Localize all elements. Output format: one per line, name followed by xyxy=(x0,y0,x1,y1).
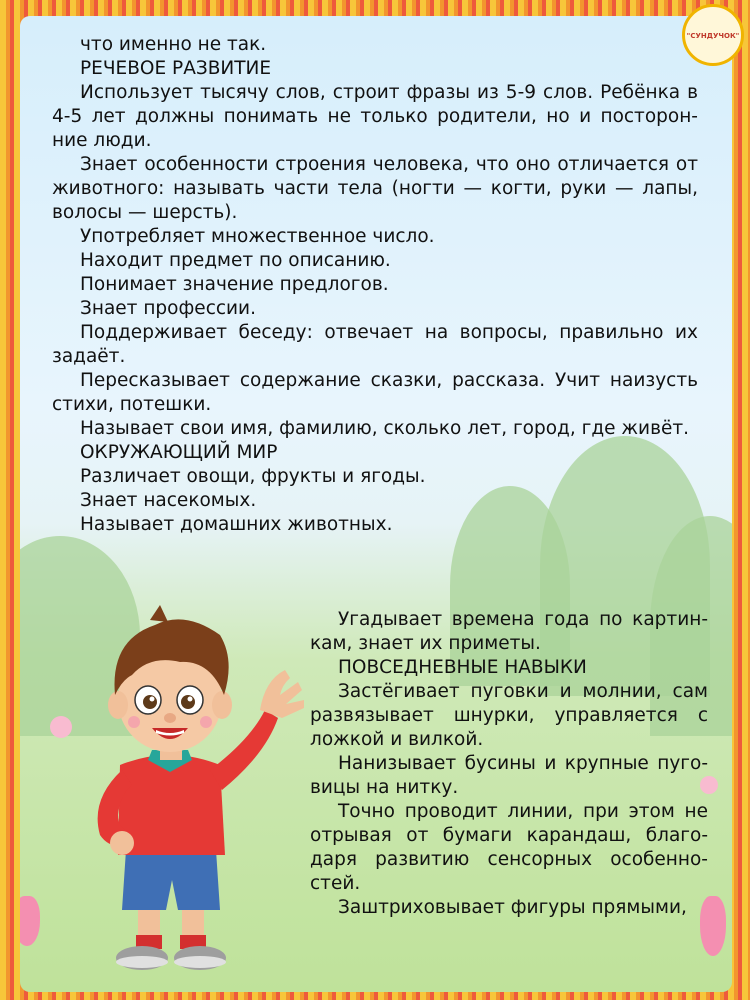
paragraph: Заштриховывает фигуры прямыми, xyxy=(338,897,687,918)
paragraph: Называет домашних животных. xyxy=(80,514,393,535)
paragraph: Знает особенности строения человека, что оно отличается от животного: называть части тела (ногти — когти, руки — лапы, волосы — шерсть). xyxy=(52,154,698,223)
paragraph: Использует тысячу слов, строит фразы из 5-9 слов. Ребёнка в 4-5 лет должны понимать не только родители, но и посторон-ние люди. xyxy=(52,82,698,151)
tulip-flower xyxy=(20,896,40,946)
paragraph: Застёгивает пуговки и молнии, сам развязывает шнурки, управляется с ложкой и вилкой. xyxy=(310,681,708,750)
paragraph: Нанизывает бусины и крупные пуго-вицы на нитку. xyxy=(310,753,708,798)
paragraph: Пересказывает содержание сказки, рассказа. Учит наизусть стихи, потешки. xyxy=(52,370,698,415)
lower-text-block xyxy=(310,608,708,920)
paragraph: Употребляет множественное число. xyxy=(80,226,435,247)
paragraph: Называет свои имя, фамилию, сколько лет, город, где живёт. xyxy=(80,418,690,439)
section-heading-world: ОКРУЖАЮЩИЙ МИР xyxy=(80,442,278,463)
paragraph: Различает овощи, фрукты и ягоды. xyxy=(80,466,426,487)
logo-text: "СУНДУЧОК" xyxy=(686,32,740,40)
paragraph: Знает профессии. xyxy=(80,298,256,319)
upper-text-block xyxy=(52,33,698,537)
boy-illustration xyxy=(60,600,310,990)
paragraph: Находит предмет по описанию. xyxy=(80,250,391,271)
paragraph: Угадывает времена года по картин-кам, знает их приметы. xyxy=(310,609,708,654)
paragraph: Знает насекомых. xyxy=(80,490,257,511)
paragraph: Поддерживает беседу: отвечает на вопросы, правильно их задаёт. xyxy=(52,322,698,367)
paragraph: Понимает значение предлогов. xyxy=(80,274,389,295)
paragraph: Точно проводит линии, при этом не отрывая от бумаги карандаш, благо-даря развитию сенсорных особенно-стей. xyxy=(310,801,708,894)
section-heading-speech: РЕЧЕВОЕ РАЗВИТИЕ xyxy=(80,58,272,79)
section-heading-daily-skills: ПОВСЕДНЕВНЫЕ НАВЫКИ xyxy=(338,657,587,678)
paragraph: что именно не так. xyxy=(80,34,267,55)
